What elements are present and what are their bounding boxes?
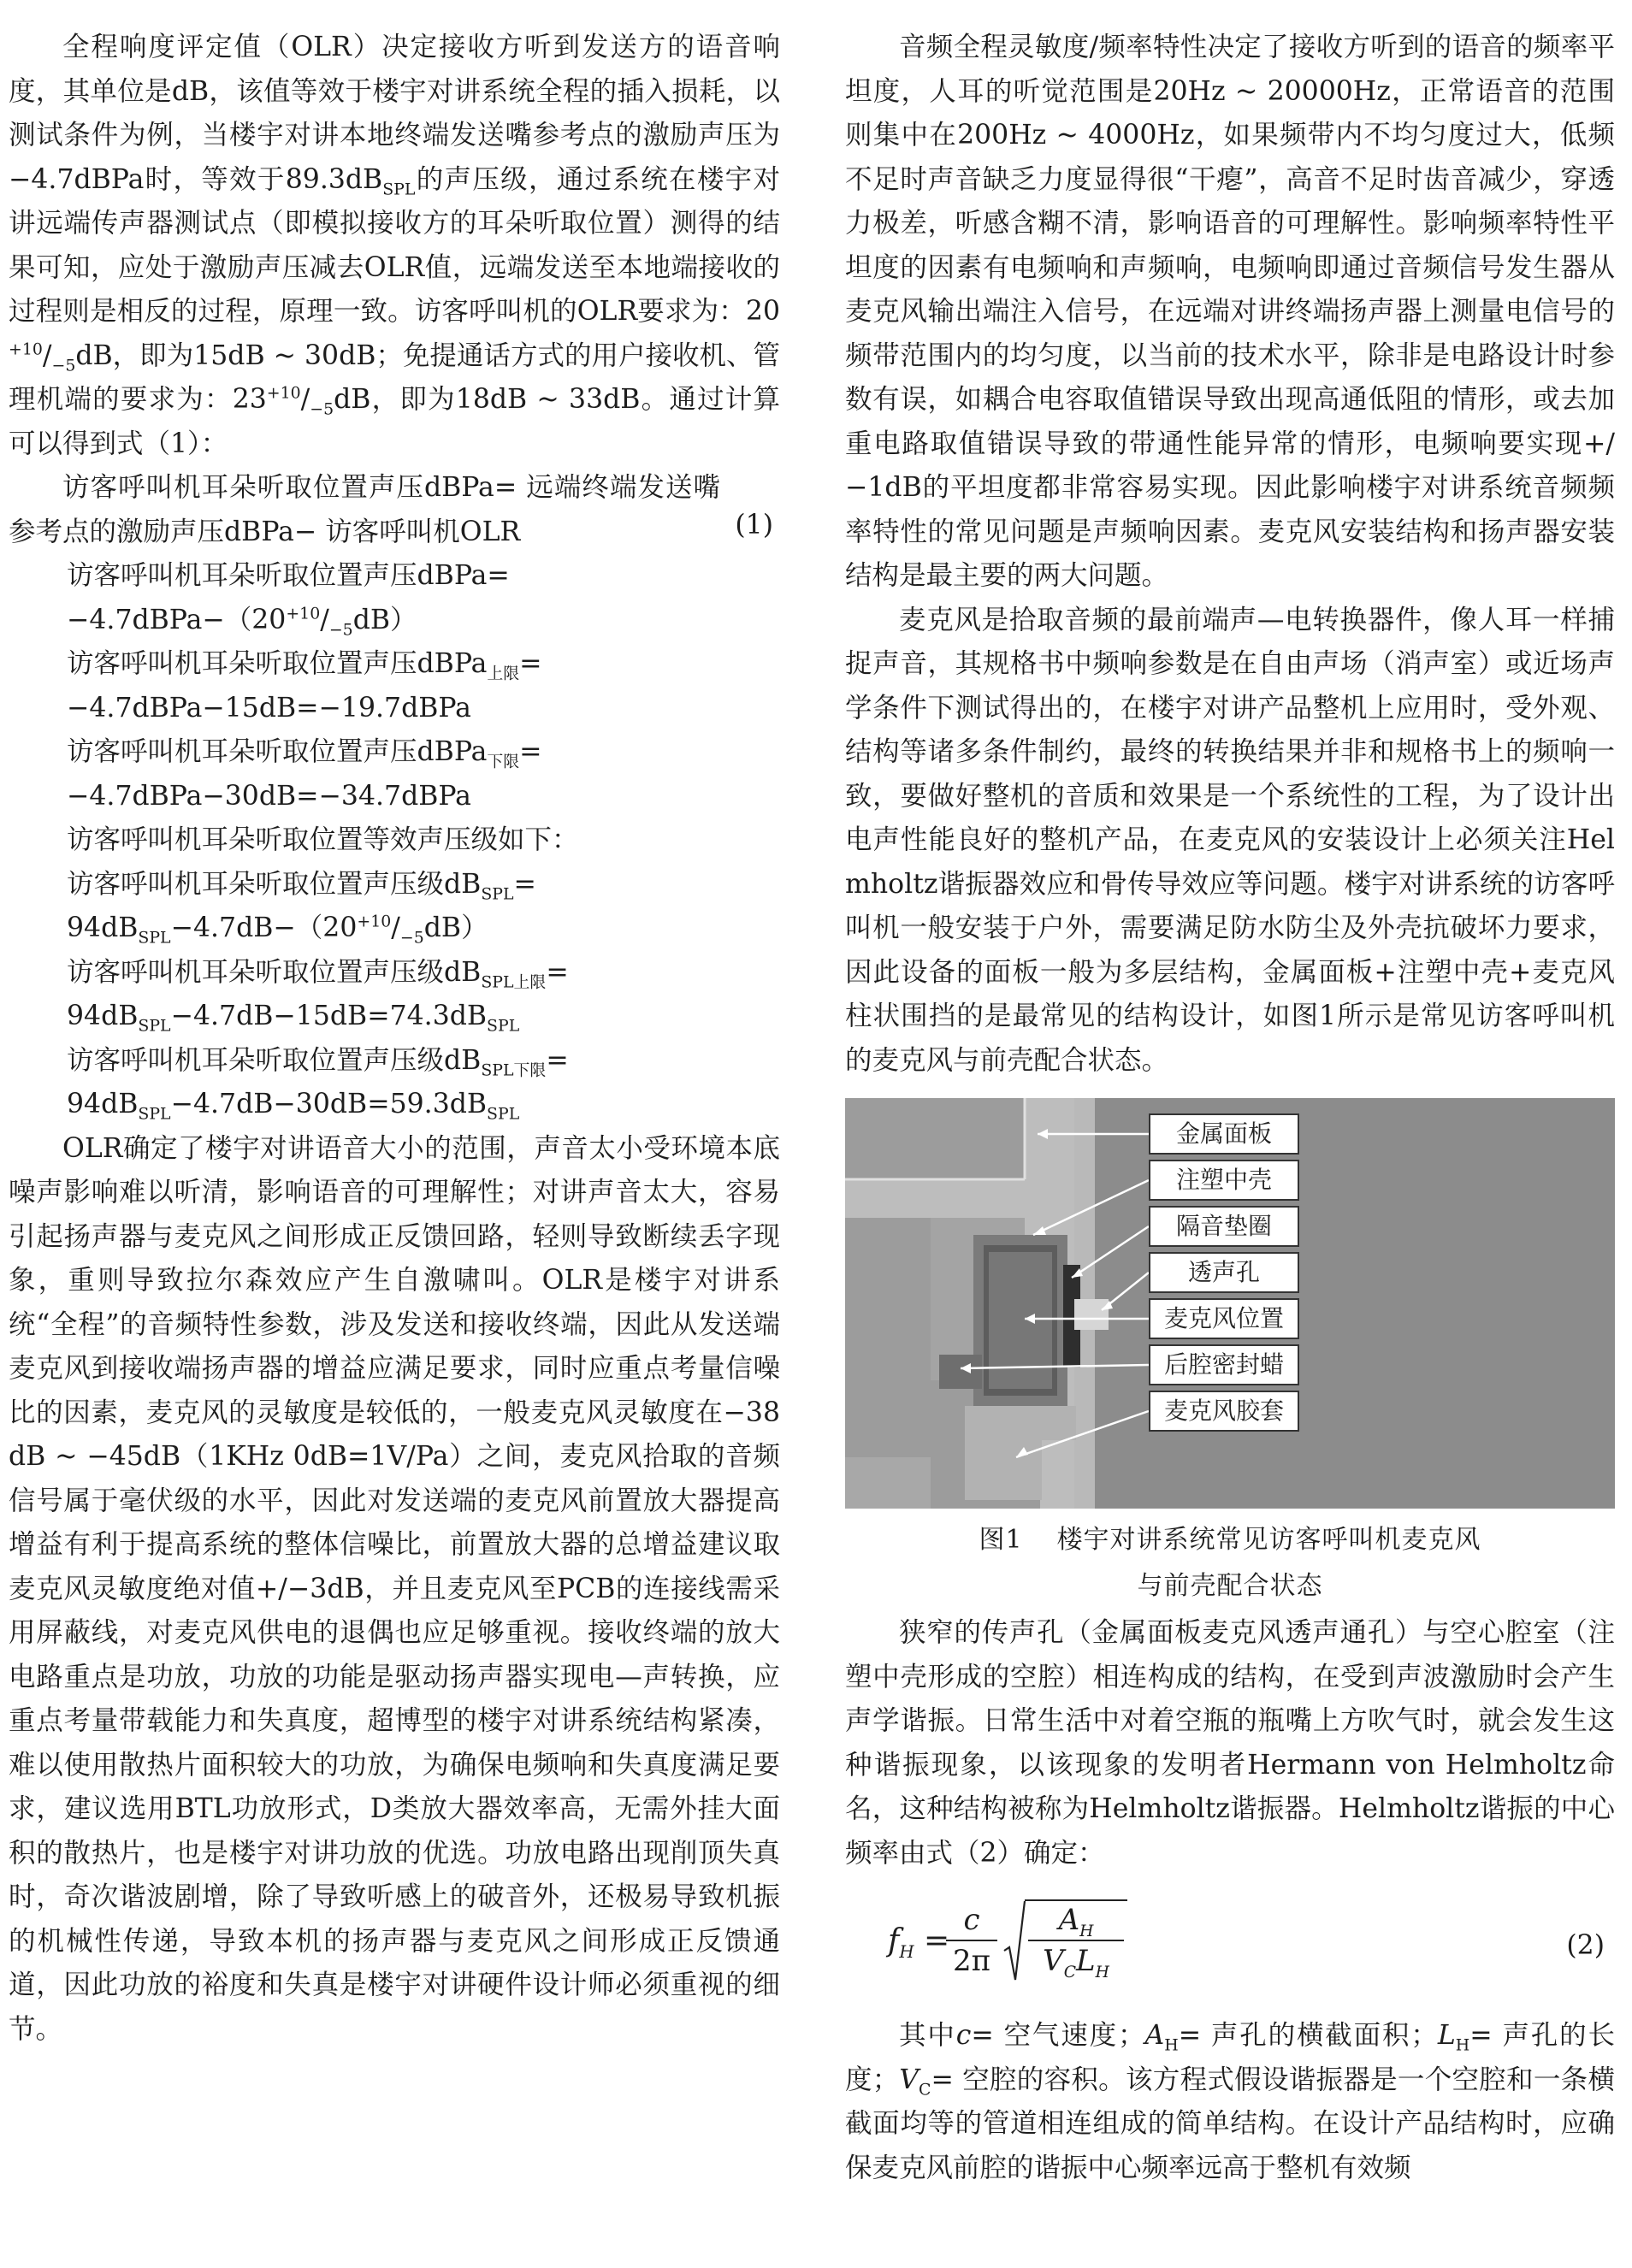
- calc-line: 访客呼叫机耳朵听取位置声压dBPa$_{上限}$=: [67, 648, 542, 683]
- figure-label: 透声孔: [1149, 1252, 1299, 1293]
- square-root-icon: [1002, 1899, 1026, 1985]
- calc-line: 访客呼叫机耳朵听取位置等效声压级如下：: [67, 824, 579, 855]
- figure-1-caption: [845, 1519, 1615, 1562]
- formula-radicand: $A_H$ $V_CL_H$: [1028, 1903, 1124, 1978]
- calc-line: $94dB_{SPL}-4.7dB-(20^{+10}/_{-5}dB)$: [67, 912, 488, 948]
- olr-paragraph: 全程响度评定值（OLR）决定接收方听到发送方的语音响度，其单位是dB，该值等效于楼宇对讲系统全程的插入损耗，以测试条件为例，当楼宇对讲本地终端发送嘴参考点的激励声压为−4.7dBPa时，等效于$89.3dB_{SPL}$的声压级，通过系统在楼宇对讲远端传声器测试点（即模拟接收方的耳朵听取位置）测得的结果可知，应处于激励声压减去OLR值，远端发送至本地端接收的过程则是相反的过程，原理一致。访客呼叫机的OLR要求为：$20^{+10}/_{-5}dB$，即为15dB ~ 30dB；免提通话方式的用户接收机、管理机端的要求为：$23^{+10}/_{-5}dB$，即为18dB ~ 33dB。通过计算可以得到式（1）：: [9, 32, 780, 459]
- figure-label: 注塑中壳: [1149, 1160, 1299, 1201]
- equation-1-text: 访客呼叫机耳朵听取位置声压dBPa= 远端终端发送嘴参考点的激励声压dBPa− 访客呼叫机OLR: [9, 472, 720, 547]
- right-column: [845, 26, 1615, 2190]
- frequency-response-paragraph: 音频全程灵敏度/频率特性决定了接收方听到的语音的频率平坦度，人耳的听觉范围是20Hz ~ 20000Hz，正常语音的范围则集中在200Hz ~ 4000Hz，如果频带内不均匀度过大，低频不足时声音缺乏力度显得很“干瘪”，高音不足时齿音减少，穿透力极差，听感含糊不清，影响语音的可理解性。影响频率特性平坦度的因素有电频响和声频响，电频响即通过音频信号发生器从麦克风输出端注入信号，在远端对讲终端扬声器上测量电信号的频带范围内的均匀度，以当前的技术水平，除非是电路设计时参数有误，如耦合电容取值错误导致出现高通低阻的情形，或去加重电路取值错误导致的带通性能异常的情形，电频响要实现+/−1dB的平坦度都非常容易实现。因此影响楼宇对讲系统音频频率特性的常见问题是声频响因素。麦克风安装结构和扬声器安装结构是最主要的两大问题。: [845, 32, 1615, 591]
- calc-line: 访客呼叫机耳朵听取位置声压级$dB_{SPL上限}=$: [67, 956, 569, 991]
- calc-line: $94dB_{SPL}-4.7dB-30dB=59.3dB_{SPL}$: [67, 1089, 520, 1124]
- caption-line-1: 楼宇对讲系统常见访客呼叫机麦克风: [1056, 1525, 1481, 1555]
- figure-number: 图1: [979, 1525, 1023, 1555]
- radical-bar: [1025, 1899, 1127, 1901]
- figure-label: 隔音垫圈: [1149, 1206, 1299, 1247]
- calc-line: 访客呼叫机耳朵听取位置声压级$dB_{SPL下限}=$: [67, 1044, 569, 1079]
- calc-line: $-4.7dBPa-(20^{+10}/_{-5}dB)$: [67, 604, 417, 639]
- variables-paragraph: 其中c= 空气速度；$A_H=$ 声孔的横截面积；$L_H=$ 声孔的长度；$V_C=$ 空腔的容积。该方程式假设谐振器是一个空腔和一条横截面均等的管道相连组成的简单结构。在设计产品结构时，应确保麦克风前腔的谐振中心频率远高于整机有效频: [845, 2020, 1615, 2183]
- microphone-paragraph: 麦克风是拾取音频的最前端声—电转换器件，像人耳一样捕捉声音，其规格书中频响参数是在自由声场（消声室）或近场声学条件下测试得出的，在楼宇对讲产品整机上应用时，受外观、结构等诸多条件制约，最终的转换结果并非和规格书上的频响一致，要做好整机的音质和效果是一个系统性的工程，为了设计出电声性能良好的整机产品，在麦克风的安装设计上必须关注Helmholtz谐振器效应和骨传导效应等问题。楼宇对讲系统的访客呼叫机一般安装于户外，需要满足防水防尘及外壳抗破坏力要求，因此设备的面板一般为多层结构，金属面板+注塑中壳+麦克风柱状围挡的是最常见的结构设计，如图1所示是常见访客呼叫机的麦克风与前壳配合状态。: [845, 604, 1615, 1076]
- calc-line: 访客呼叫机耳朵听取位置声压dBPa$_{下限}$=: [67, 736, 542, 771]
- figure-label: 麦克风胶套: [1149, 1391, 1299, 1432]
- figure-label: 麦克风位置: [1149, 1298, 1299, 1339]
- figure-1: [845, 1098, 1615, 1509]
- left-column: [9, 26, 780, 2052]
- formula-c-over-2pi: $\frac{c}{2\pi}$: [946, 1903, 997, 1978]
- figure-label: 后腔密封蜡: [1149, 1344, 1299, 1385]
- formula-lhs: $f_H$ =: [888, 1923, 950, 1963]
- calc-line: −4.7dBPa−30dB=−34.7dBPa: [67, 780, 471, 812]
- figure-label: 金属面板: [1149, 1113, 1299, 1155]
- equation-2: [845, 1898, 1615, 1999]
- calc-line: 访客呼叫机耳朵听取位置声压级$dB_{SPL}=$: [67, 868, 536, 903]
- caption-line-2: 与前壳配合状态: [1137, 1571, 1323, 1601]
- equation-2-number: (2): [1566, 1930, 1605, 1961]
- calc-line: $94dB_{SPL}-4.7dB-15dB=74.3dB_{SPL}$: [67, 1001, 520, 1036]
- calc-line: 访客呼叫机耳朵听取位置声压dBPa=: [67, 560, 510, 591]
- helmholtz-paragraph: 狭窄的传声孔（金属面板麦克风透声通孔）与空心腔室（注塑中壳形成的空腔）相连构成的结构，在受到声波激励时会产生声学谐振。日常生活中对着空瓶的瓶嘴上方吹气时，就会发生这种谐振现象，以该现象的发明者Hermann von Helmholtz命名，这种结构被称为Helmholtz谐振器。Helmholtz谐振的中心频率由式（2）确定：: [845, 1617, 1615, 1869]
- calc-line: −4.7dBPa−15dB=−19.7dBPa: [67, 692, 471, 724]
- olr-discussion-paragraph: OLR确定了楼宇对讲语音大小的范围，声音太小受环境本底噪声影响难以听清，影响语音的可理解性；对讲声音太大，容易引起扬声器与麦克风之间形成正反馈回路，轻则导致断续丢字现象，重则导致拉尔森效应产生自激啸叫。OLR是楼宇对讲系统“全程”的音频特性参数，涉及发送和接收终端，因此从发送端麦克风到接收端扬声器的增益应满足要求，同时应重点考量信噪比的因素，麦克风的灵敏度是较低的，一般麦克风灵敏度在−38dB ~ −45dB（1KHz 0dB=1V/Pa）之间，麦克风拾取的音频信号属于毫伏级的水平，因此对发送端的麦克风前置放大器提高增益有利于提高系统的整体信噪比，前置放大器的总增益建议取麦克风灵敏度绝对值+/−3dB，并且麦克风至PCB的连接线需采用屏蔽线，对麦克风供电的退偶也应足够重视。接收终端的放大电路重点是功放，功放的功能是驱动扬声器实现电—声转换，应重点考量带载能力和失真度，超博型的楼宇对讲系统结构紧凑，难以使用散热片面积较大的功放，为确保电频响和失真度满足要求，建议选用BTL功放形式，D类放大器效率高，无需外挂大面积的散热片，也是楼宇对讲功放的优选。功放电路出现削顶失真时，奇次谐波剧增，除了导致听感上的破音外，还极易导致机振的机械性传递，导致本机的扬声器与麦克风之间形成正反馈通道，因此功放的裕度和失真是楼宇对讲硬件设计师必须重视的细节。: [9, 1132, 780, 2045]
- equation-1-number: (1): [735, 510, 773, 540]
- equation-1: [9, 466, 780, 554]
